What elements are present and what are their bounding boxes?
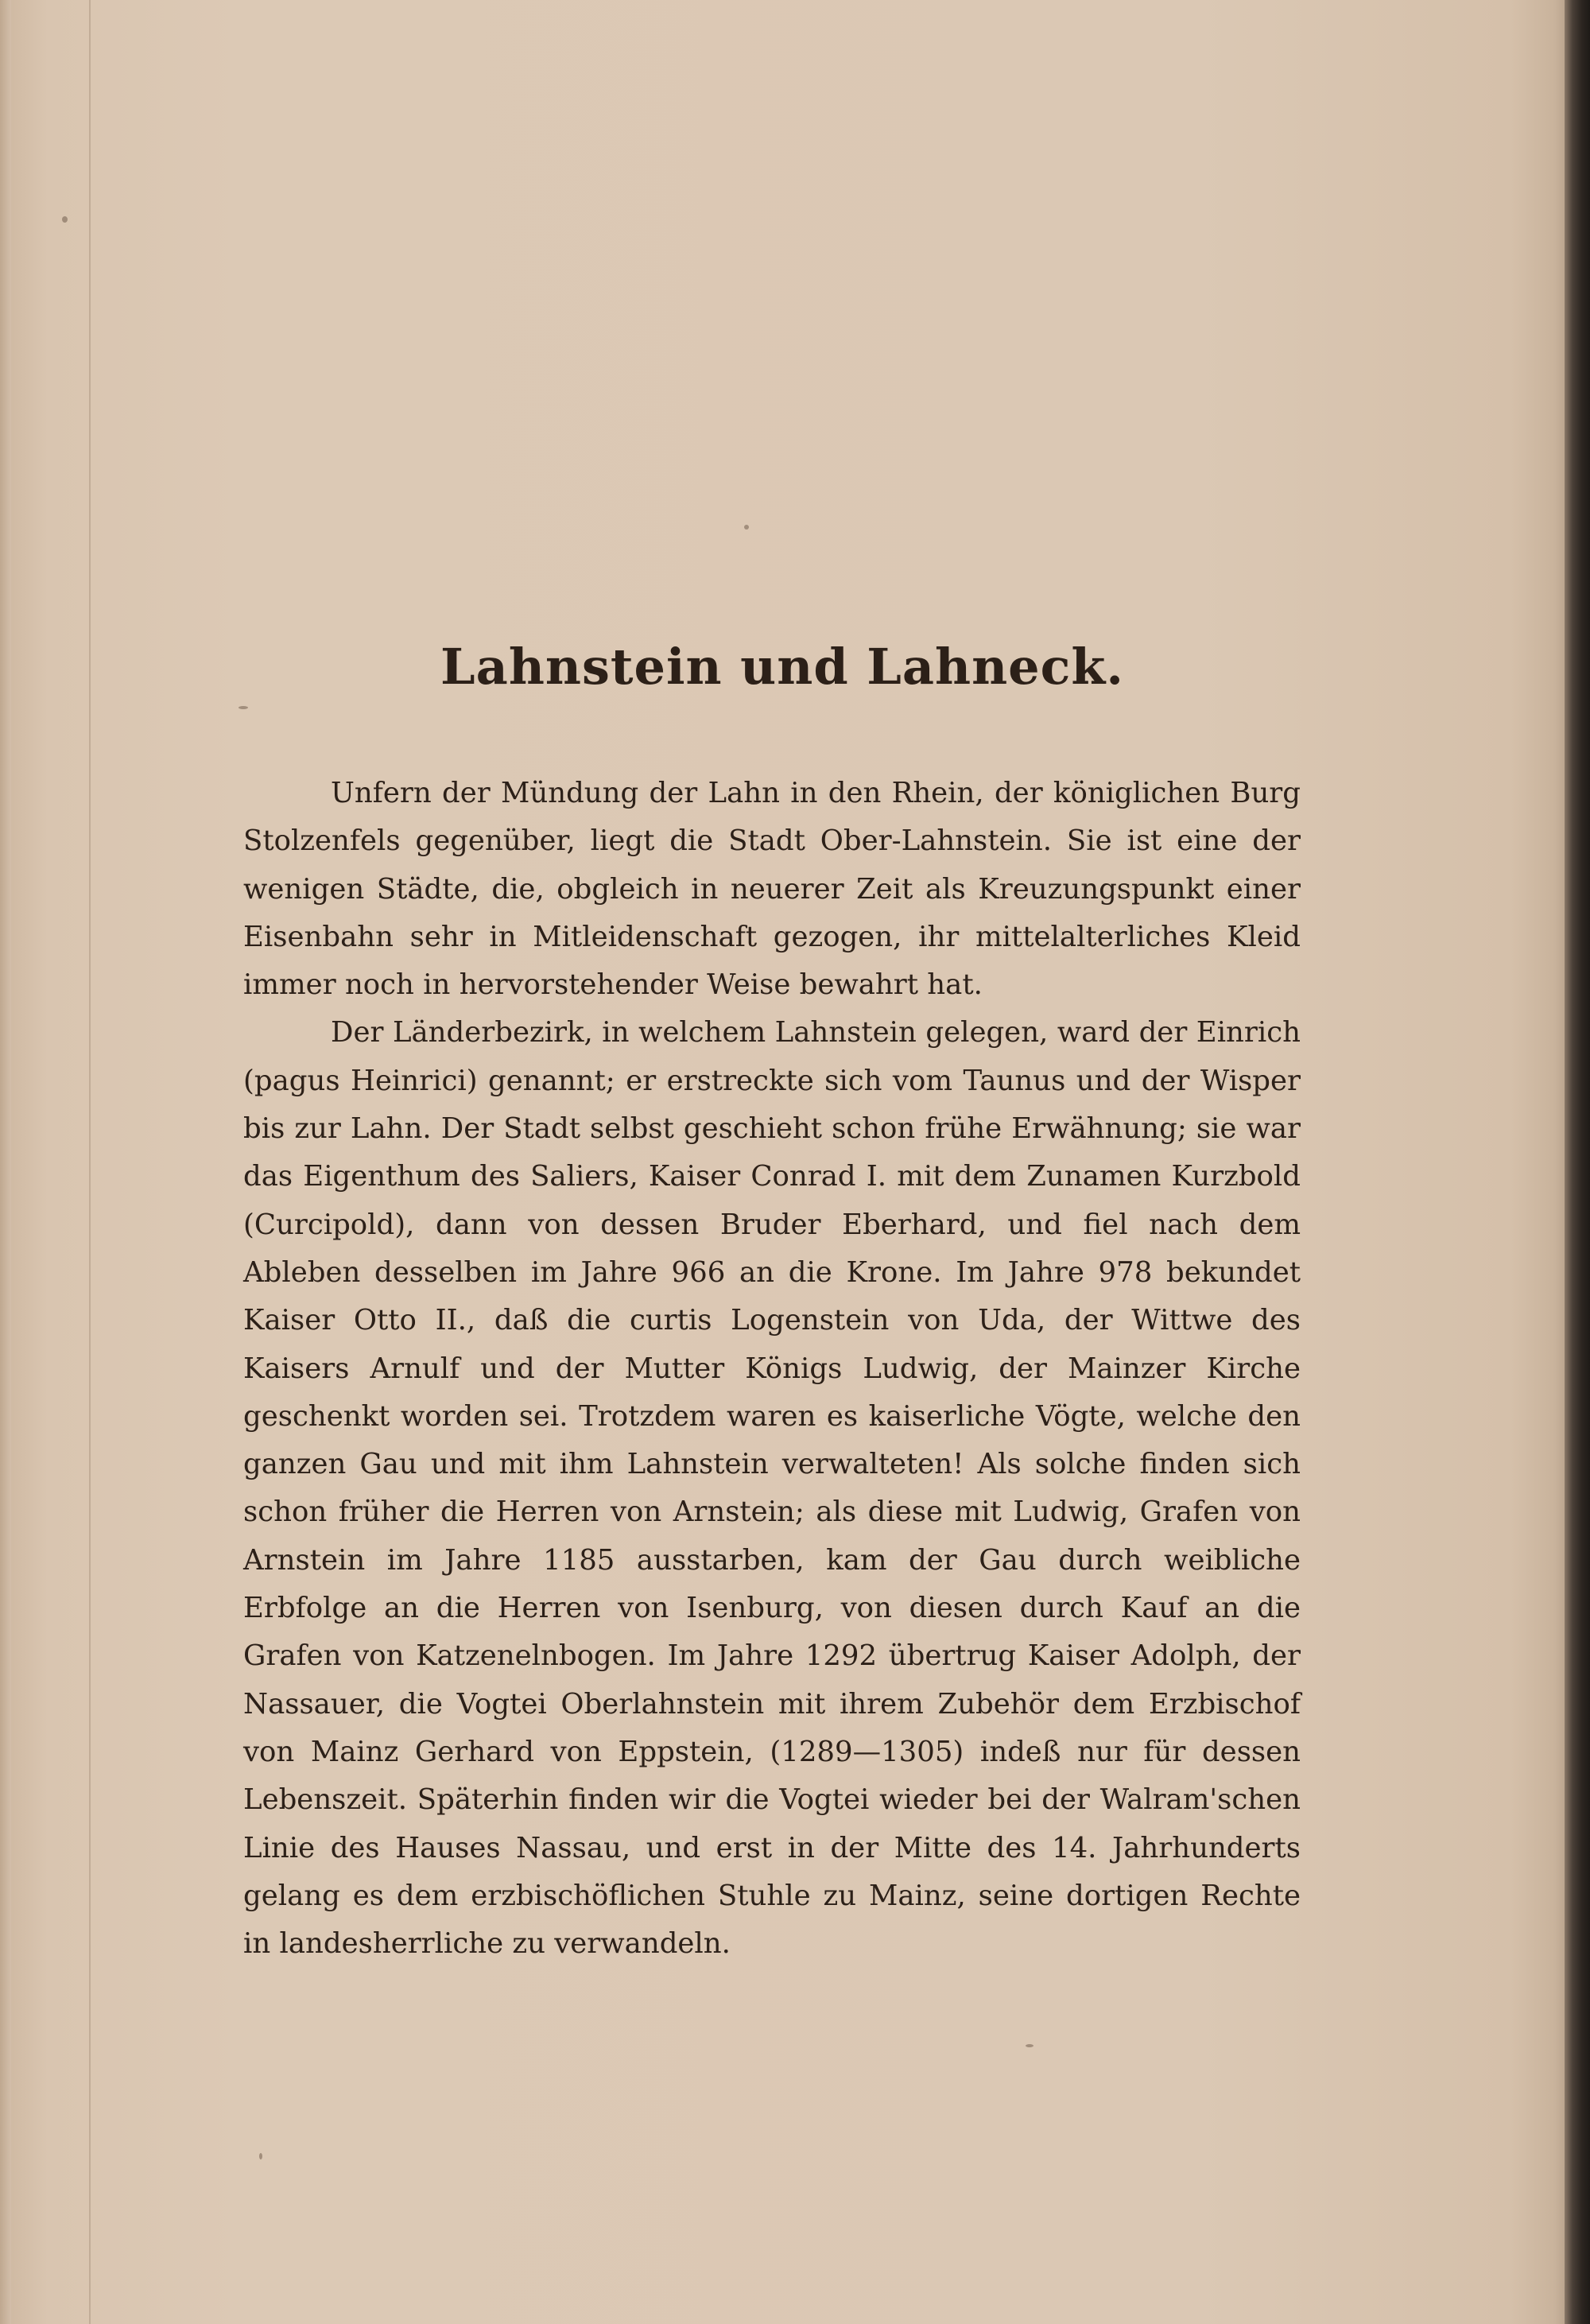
paper-speck — [259, 2153, 262, 2159]
paper-speck — [1026, 2044, 1034, 2047]
page-gutter — [0, 0, 11, 2324]
paragraph-2: Der Länderbezirk, in welchem Lahnstein gelegen, ward der Einrich (pagus Heinrici) genannt; er erstreckte sich vom Taunus und der Wisper bis zur Lahn. Der Stadt selbst geschieht schon frühe Erwähnung; sie war das Eigenthum des Saliers, Kaiser Conrad I. mit dem Zunamen Kurzbold (Curcipold), dann von dessen Bruder Eberhard, und fiel nach dem Ableben desselben im Jahre 966 an die Krone. Im Jahre 978 bekundet Kaiser Otto II., daß die curtis Logenstein von Uda, der Wittwe des Kaisers Arnulf und der Mutter Königs Ludwig, der Mainzer Kirche geschenkt worden sei. Trotzdem waren es kaiserliche Vögte, welche den ganzen Gau und mit ihm Lahnstein verwalteten! Als solche finden sich schon früher die Herren von Arnstein; als diese mit Ludwig, Grafen von Arnstein im Jahre 1185 ausstarben, kam der Gau durch weibliche Erbfolge an die Herren von Isenburg, von diesen durch Kauf an die Grafen von Katzenelnbogen. Im Jahre 1292 übertrug Kaiser Adolph, der Nassauer, die Vogtei Oberlahnstein mit ihrem Zubehör dem Erzbischof von Mainz Gerhard von Eppstein, (1289—1305) indeß nur für dessen Lebenszeit. Späterhin finden wir die Vogtei wieder bei der Walram'schen Linie des Hauses Nassau, und erst in der Mitte des 14. Jahrhunderts gelang es dem erzbischöflichen Stuhle zu Mainz, seine dortigen Rechte in landesherrliche zu verwandeln. — [243, 1016, 1301, 1961]
paragraph-1: Unfern der Mündung der Lahn in den Rhein, der königlichen Burg Stolzenfels gegenüber, liegt die Stadt Ober-Lahnstein. Sie ist eine der wenigen Städte, die, obgleich in neuerer Zeit als Kreuzungspunkt einer Eisenbahn sehr in Mitleidenschaft gezogen, ihr mittelalterliches Kleid immer noch in hervorstehender Weise bewahrt hat. — [243, 777, 1301, 1002]
body-text — [243, 770, 1301, 1968]
chapter-title: Lahnstein und Lahneck. — [440, 637, 1124, 696]
scan-dark-edge — [1565, 0, 1590, 2324]
paper-speck — [62, 216, 68, 223]
paper-speck — [744, 525, 749, 530]
paper-speck — [238, 706, 248, 709]
page-margin-line — [89, 0, 91, 2324]
